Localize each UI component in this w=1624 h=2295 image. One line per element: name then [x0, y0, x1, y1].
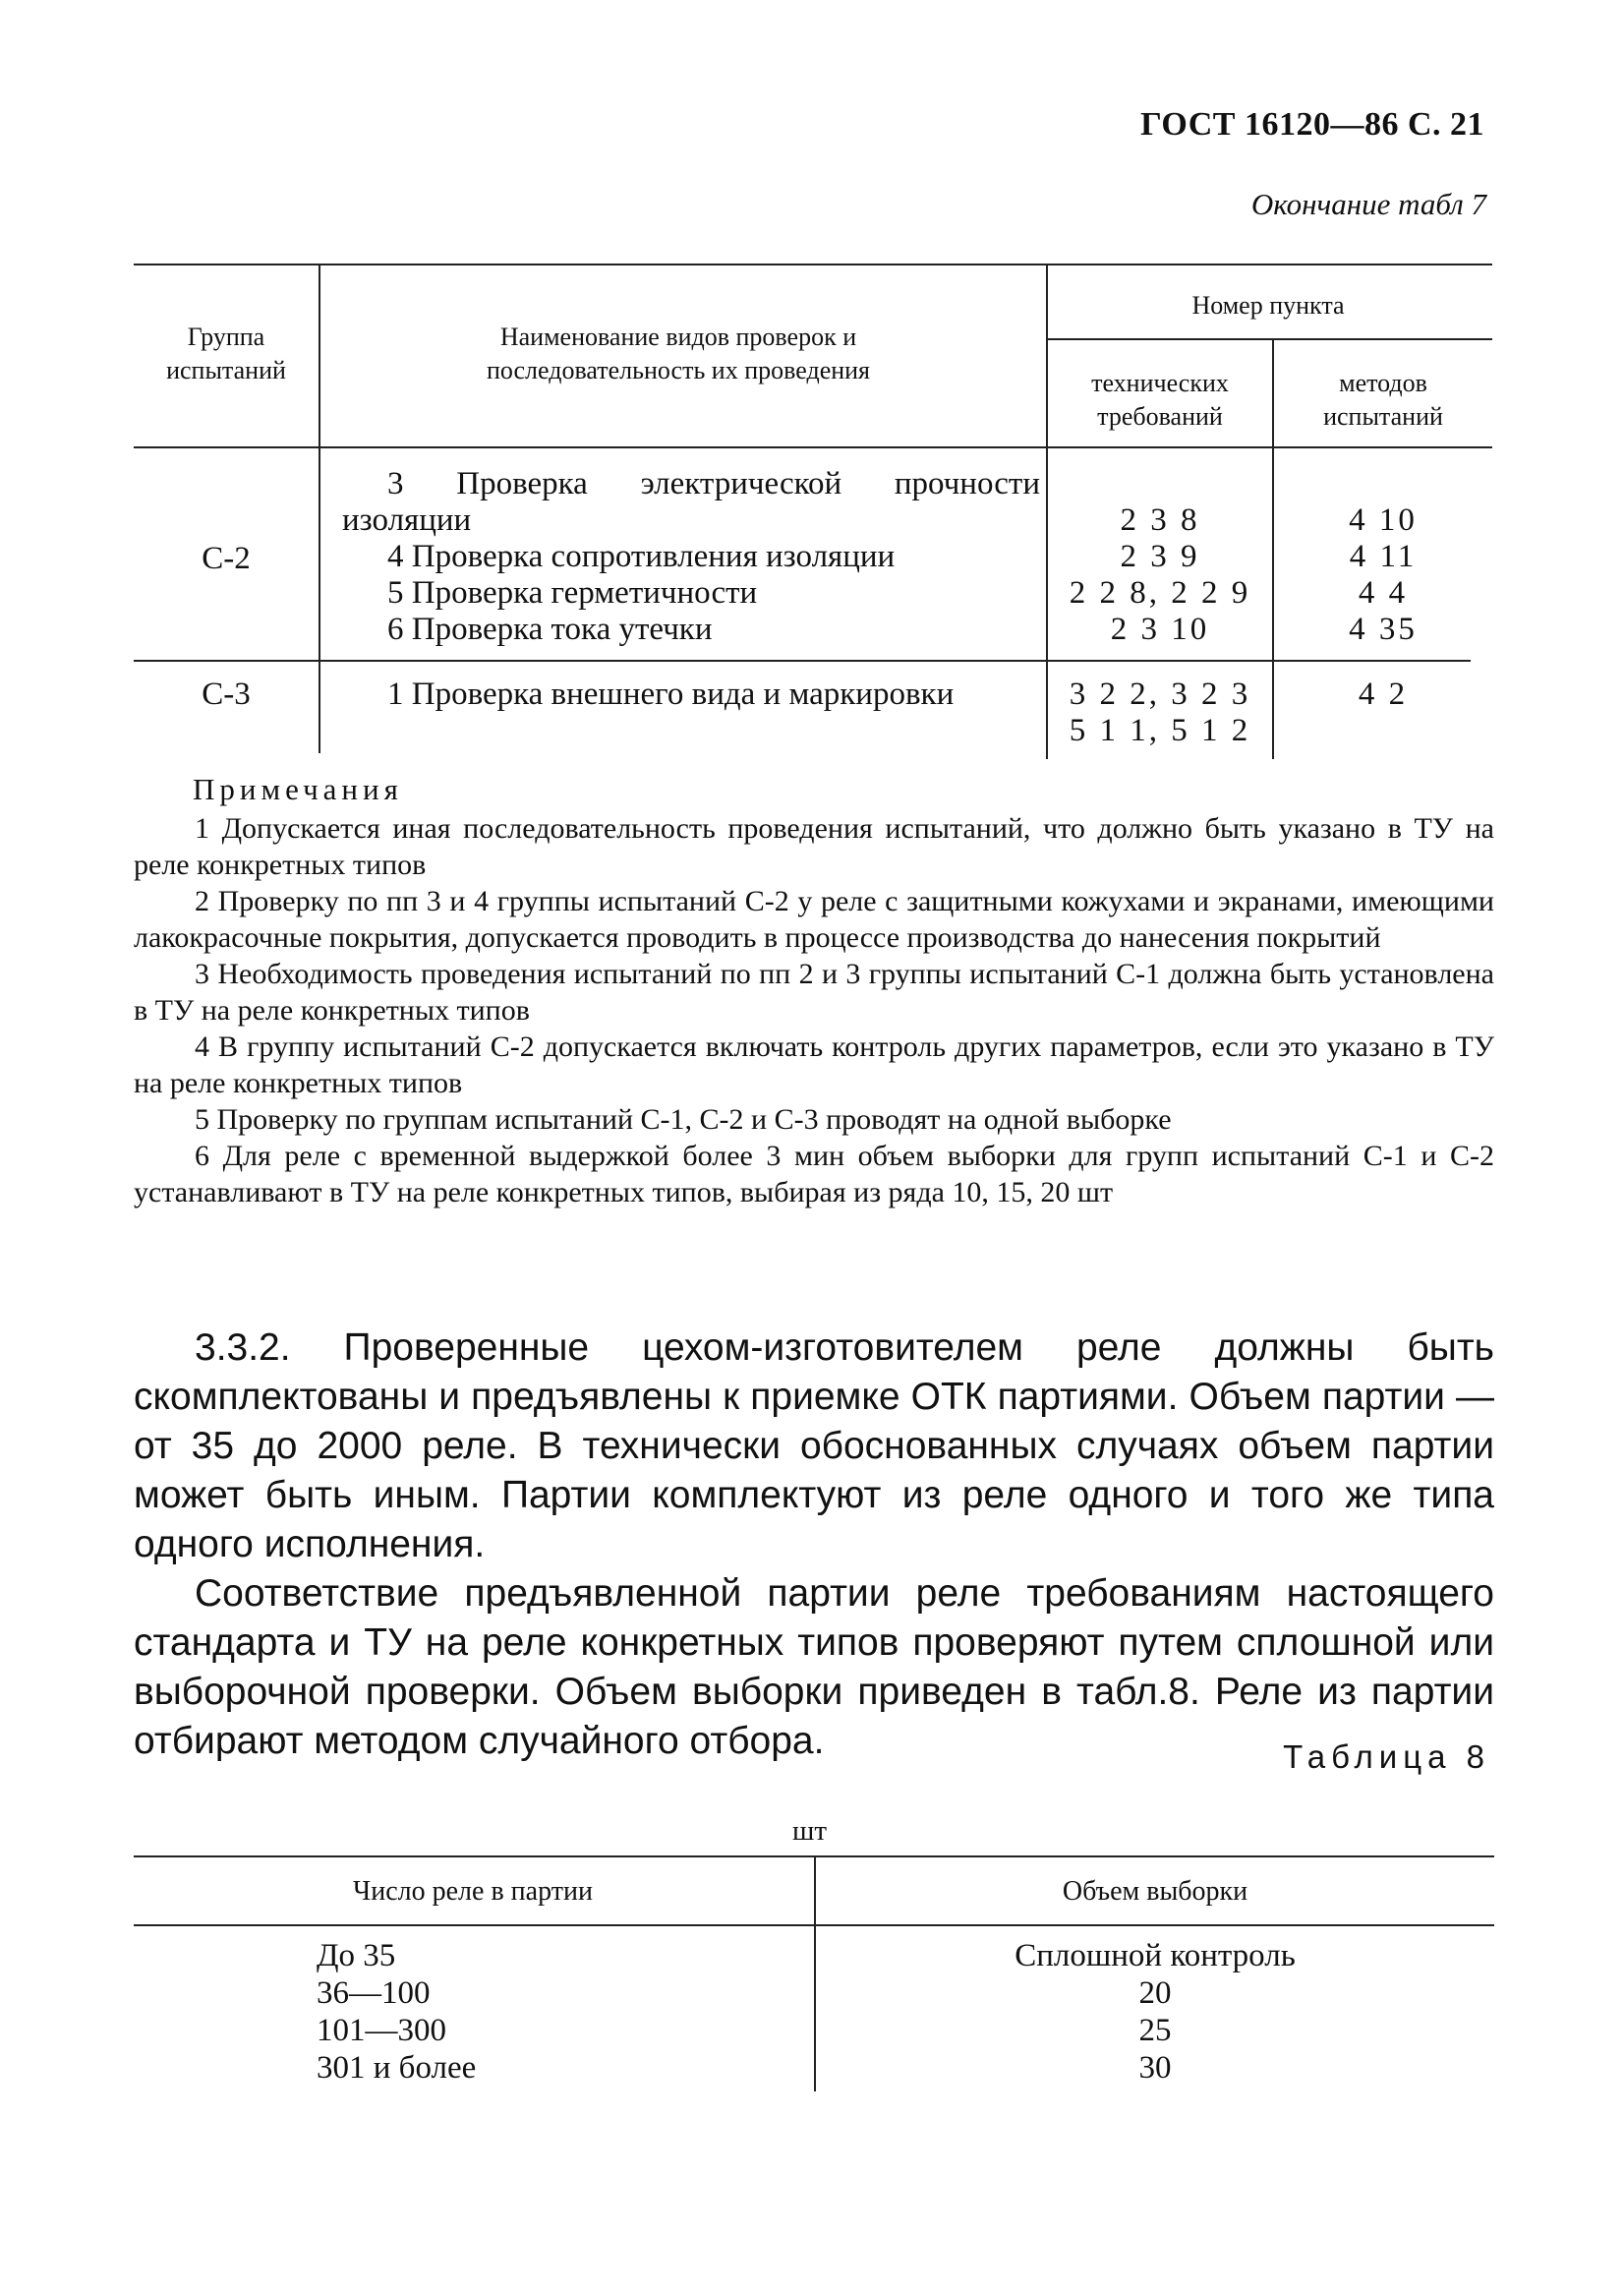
table7-row-tech: 2 3 9 [1120, 539, 1200, 574]
table8-unit: шт [792, 1815, 828, 1847]
note-item: 2 Проверку по пп 3 и 4 группы испытаний С-2 у реле с защитными кожухами и экранами, имеющими лакокрасочные покрытия, допускается проводить в процессе производства до нанесения покрытий [134, 885, 1494, 954]
table7-row-method: 4 2 [1358, 677, 1409, 712]
table7-row-tech: 3 2 2, 3 2 3 [1069, 677, 1251, 712]
table7-row-tech: 2 2 8, 2 2 9 [1069, 575, 1251, 611]
table7-col-divider-1 [319, 264, 320, 753]
table7-row-tech: 5 1 1, 5 1 2 [1069, 713, 1251, 748]
table7-header-test-methods: методов испытаний [1323, 369, 1443, 431]
note-item: 5 Проверку по группам испытаний С-1, С-2 и С-3 проводят на одной выборке [195, 1103, 1172, 1136]
table7-row-method: 4 10 [1349, 502, 1418, 538]
note-item: 4 В группу испытаний С-2 допускается включать контроль других параметров, если это указано в ТУ на реле конкретных типов [134, 1030, 1494, 1099]
table7-group-rule [134, 660, 1471, 662]
page-header: ГОСТ 16120—86 С. 21 [1140, 106, 1484, 143]
table7-row-method: 4 4 [1358, 575, 1409, 611]
note-item: 1 Допускается иная последовательность проведения испытаний, что должно быть указано в ТУ на реле конкретных типов [134, 812, 1494, 881]
table7-header-rule [134, 446, 1492, 448]
table7-row-name: изоляции [342, 502, 472, 538]
table8-cell-count: 301 и более [317, 2050, 477, 2086]
table8-title: Таблица 8 [1283, 1738, 1490, 1775]
table7-top-rule [134, 264, 1492, 265]
notes-title: Примечания [193, 772, 403, 806]
note-item: 3 Необходимость проведения испытаний по пп 2 и 3 группы испытаний С-1 должна быть установлена в ТУ на реле конкретных типов [134, 958, 1494, 1027]
table-continuation-label: Окончание табл 7 [1250, 187, 1486, 221]
table7-group-cell: С-2 [202, 541, 251, 576]
notes-list [134, 810, 1494, 1210]
table7-row-name: 6 Проверка тока утечки [387, 612, 713, 647]
table8-cell-count: 36—100 [317, 1975, 431, 2011]
table8-cell-sample: Сплошной контроль [1015, 1938, 1296, 1973]
table7-group-cell: С-3 [202, 677, 251, 712]
body-text [134, 1324, 1494, 1766]
paragraph: Соответствие предъявленной партии реле требованиям настоящего стандарта и ТУ на реле конкретных типов проверяют путем сплошной или выборочной проверки. Объем выборки приведен в табл.8. Реле из партии отбирают методом случайного отбора. [134, 1572, 1494, 1762]
table7-row-method: 4 11 [1349, 539, 1418, 574]
table7-header-name: Наименование видов проверок и последовательность их проведения [486, 323, 871, 384]
table7-header-group: Группа испытаний [166, 323, 286, 384]
table8-cell-count: До 35 [317, 1938, 396, 1973]
table7-subheader-rule [1046, 338, 1492, 340]
table7-row-name: 1 Проверка внешнего вида и маркировки [387, 677, 955, 712]
note-item: 6 Для реле с временной выдержкой более 3 мин объем выборки для групп испытаний С-1 и С-2 устанавливают в ТУ на реле конкретных типов, выбирая из ряда 10, 15, 20 шт [134, 1140, 1494, 1208]
table8-header-count: Число реле в партии [353, 1876, 593, 1907]
table7-row-name: 4 Проверка сопротивления изоляции [387, 539, 896, 574]
table8-cell-sample: 25 [1138, 2013, 1172, 2048]
table7-row-name: 5 Проверка герметичности [387, 575, 758, 611]
table8-header-sample: Объем выборки [1062, 1876, 1248, 1907]
table7-header-tech-req: технических требований [1091, 369, 1229, 431]
table8-cell-count: 101—300 [317, 2013, 446, 2048]
table7-row-name: 3 Проверка электрической прочности [387, 466, 1040, 501]
table7-header-clause-number: Номер пункта [1191, 291, 1345, 320]
table7-row-tech: 2 3 8 [1120, 502, 1200, 538]
table7-row-method: 4 35 [1349, 612, 1418, 647]
paragraph: 3.3.2. Проверенные цехом-изготовителем реле должны быть скомплектованы и предъявлены к приемке ОТК партиями. Объем партии — от 35 до 2000 реле. В технически обоснованных случаях объем партии может быть иным. Партии комплектуют из реле одного и того же типа одного исполнения. [134, 1326, 1494, 1565]
table7-row-tech: 2 3 10 [1110, 612, 1210, 647]
table8-cell-sample: 20 [1138, 1975, 1172, 2011]
table8-cell-sample: 30 [1138, 2050, 1172, 2086]
